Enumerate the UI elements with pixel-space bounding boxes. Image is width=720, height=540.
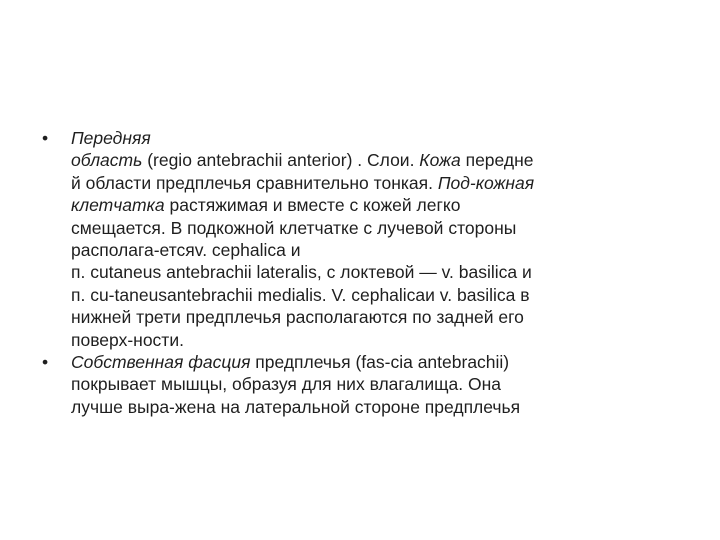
text-line	[71, 373, 692, 395]
text-line	[71, 329, 692, 351]
text-span: п. cutaneus antebrachii lateralis, с локтевой — v. basilica и	[71, 262, 532, 283]
text-line	[71, 194, 692, 216]
text-line	[71, 261, 692, 283]
text-span: Под-кожная	[437, 172, 535, 193]
text-span: й области предплечья сравнительно тонкая.	[71, 172, 438, 193]
text-span: передне	[460, 150, 534, 171]
bullet-item	[42, 127, 692, 351]
text-span: область	[71, 150, 143, 171]
bullet-dot-icon: •	[42, 352, 49, 373]
text-span: (regio antebrachii anterior) . Слои.	[142, 150, 420, 171]
bullet-item	[42, 351, 692, 418]
text-line	[71, 396, 692, 418]
text-span: располага-етсяv. cephalica и	[71, 240, 301, 261]
text-span: поверх-ности.	[71, 329, 184, 350]
text-span: покрывает мышцы, образуя для них влагалища. Она	[71, 374, 501, 395]
text-line	[71, 239, 692, 261]
bullet-dot-icon: •	[42, 128, 49, 148]
text-span: нижней трети предплечья располагаются по задней его	[71, 307, 524, 328]
text-line	[71, 306, 692, 328]
text-line	[71, 149, 692, 171]
text-span: Собственная фасция	[71, 352, 251, 373]
text-span: лучше выра-жена на латеральной стороне предплечья	[71, 396, 521, 417]
text-span: предплечья (fas-cia antebrachii)	[250, 352, 510, 373]
text-line	[71, 284, 692, 306]
text-line	[71, 217, 692, 239]
text-body	[42, 127, 692, 418]
text-span: Передняя	[71, 128, 151, 148]
text-span: п. cu-taneusantebrachii medialis. V. cephalicaи v. basilica в	[71, 284, 530, 305]
text-span: клетчатка	[71, 195, 165, 216]
text-span: Кожа	[419, 150, 461, 171]
text-line	[71, 172, 692, 194]
text-line	[71, 351, 692, 373]
text-span: смещается. В подкожной клетчатке с лучевой стороны	[71, 217, 517, 238]
text-line	[71, 127, 692, 149]
text-span: растяжимая и вместе с кожей легко	[164, 195, 461, 216]
